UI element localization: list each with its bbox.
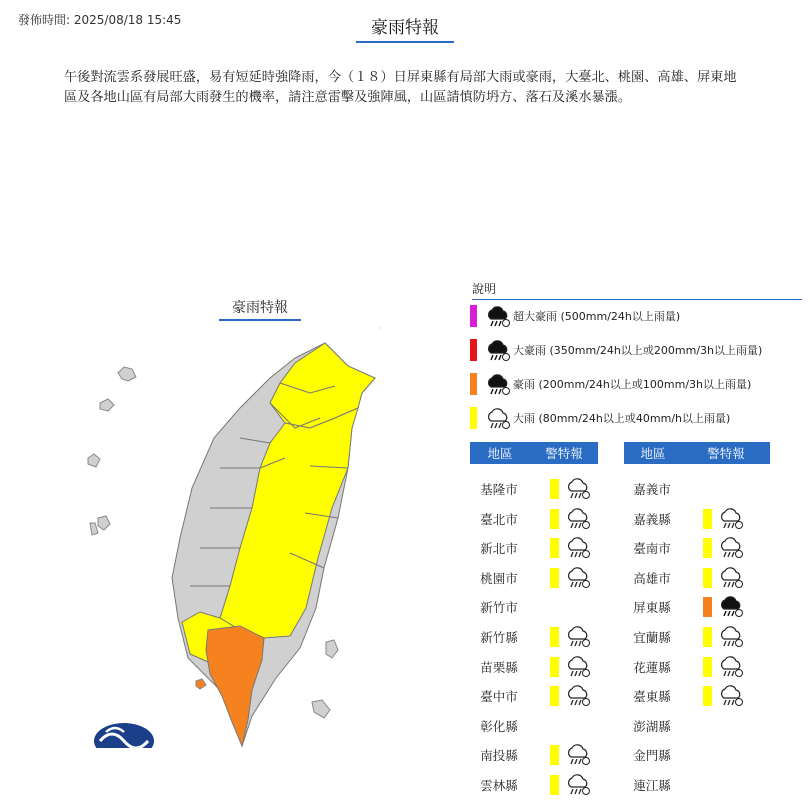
col-region-header: 地區 — [640, 446, 666, 461]
rain-cloud-outline-icon — [565, 507, 591, 531]
region-name: 彰化縣 — [480, 718, 518, 734]
legend-swatch — [470, 373, 477, 395]
col-region-header: 地區 — [487, 446, 513, 461]
table-row — [470, 505, 591, 533]
legend-item — [470, 372, 751, 396]
region-name: 澎湖縣 — [633, 718, 671, 734]
region-name: 高雄市 — [633, 570, 671, 586]
rain-cloud-outline-icon — [718, 625, 744, 649]
table-row — [623, 712, 681, 740]
warning-description: 午後對流雲系發展旺盛，易有短延時強降雨，今（１８）日屏東縣有局部大雨或豪雨，大臺北、桃園、高雄、屏東地區及各地山區有局部大雨發生的機率，請注意雷擊及強陣風，山區請慎防坍方、落石及溪水暴漲。 — [64, 70, 737, 105]
legend-label: 豪雨 (200mm/24h以上或100mm/3h以上雨量) — [513, 378, 752, 391]
warning-level-bar — [703, 657, 712, 677]
rain-cloud-outline-icon — [718, 566, 744, 590]
island-ludao — [312, 700, 330, 718]
rain-cloud-outline-icon — [718, 684, 744, 708]
table-row — [623, 623, 744, 651]
rain-cloud-outline-icon — [565, 625, 591, 649]
table-row — [470, 534, 591, 562]
warning-level-bar — [550, 657, 559, 677]
region-name: 嘉義市 — [633, 482, 671, 497]
legend-label: 大雨 (80mm/24h以上或40mm/h以上雨量) — [513, 412, 731, 425]
warning-level-bar — [703, 509, 712, 529]
region-name: 臺北市 — [480, 511, 518, 527]
warning-level-bar — [550, 627, 559, 647]
warning-level-bar — [550, 775, 559, 795]
region-name: 連江縣 — [633, 778, 671, 793]
region-name: 南投縣 — [480, 748, 518, 764]
heavy-rain-cloud-icon — [485, 305, 507, 327]
rain-cloud-outline-icon — [565, 684, 591, 708]
table-row — [623, 682, 744, 710]
legend-swatch — [470, 305, 477, 327]
table-header-right — [624, 442, 770, 464]
rain-cloud-outline-icon — [565, 743, 591, 767]
legend-label: 超大豪雨 (500mm/24h以上雨量) — [513, 310, 681, 323]
warning-level-bar — [703, 538, 712, 558]
table-row — [470, 593, 528, 621]
warning-level-bar — [550, 686, 559, 706]
legend-swatch — [470, 339, 477, 361]
region-name: 新竹縣 — [480, 630, 518, 645]
warning-level-bar — [703, 686, 712, 706]
warning-level-bar — [703, 597, 712, 617]
table-row — [623, 475, 681, 503]
table-row — [623, 741, 681, 769]
table-row — [470, 682, 591, 710]
table-row — [470, 475, 591, 503]
table-row — [623, 653, 744, 681]
legend-title: 說明 — [472, 280, 802, 300]
table-row — [623, 534, 744, 562]
legend-item — [470, 304, 680, 328]
warning-level-bar — [550, 509, 559, 529]
page-title: 豪雨特報 — [356, 13, 454, 43]
legend-swatch — [470, 407, 477, 429]
table-row — [623, 564, 744, 592]
region-name: 臺東縣 — [633, 689, 671, 705]
taiwan-warning-map — [80, 318, 380, 748]
rain-cloud-outline-icon — [718, 536, 744, 560]
warning-level-bar — [703, 568, 712, 588]
region-name: 新北市 — [480, 541, 518, 557]
col-warning-header: 警特報 — [707, 446, 745, 461]
rain-cloud-outline-icon — [565, 655, 591, 679]
table-row — [623, 505, 744, 533]
rain-cloud-outline-icon — [718, 655, 744, 679]
region-name: 金門縣 — [633, 748, 671, 764]
region-north-yellow — [270, 343, 375, 428]
table-row — [470, 564, 591, 592]
table-row — [470, 712, 528, 740]
map-title: 豪雨特報 — [219, 297, 301, 321]
heavy-rain-cloud-icon — [485, 373, 507, 395]
region-name: 雲林縣 — [480, 778, 518, 793]
region-name: 屏東縣 — [633, 600, 671, 616]
region-name: 新竹市 — [480, 600, 518, 616]
heavy-rain-cloud-icon — [718, 595, 744, 619]
region-name: 基隆市 — [480, 482, 518, 497]
rain-cloud-outline-icon — [565, 773, 591, 797]
heavy-rain-cloud-icon — [485, 339, 507, 361]
region-name: 花蓮縣 — [633, 659, 671, 675]
table-row — [470, 771, 591, 799]
warning-level-bar — [550, 568, 559, 588]
region-name: 宜蘭縣 — [633, 630, 671, 645]
issued-time: 發佈時間: 2025/08/18 15:45 — [18, 13, 182, 27]
island-penghu — [88, 367, 136, 535]
legend-item — [470, 406, 730, 430]
region-name: 苗栗縣 — [480, 659, 518, 675]
island-liuqiu — [196, 679, 206, 689]
region-name: 臺中市 — [480, 689, 518, 705]
region-name: 嘉義縣 — [633, 511, 671, 527]
legend-label: 大豪雨 (350mm/24h以上或200mm/3h以上雨量) — [513, 344, 763, 357]
legend-item — [470, 338, 762, 362]
table-row — [470, 653, 591, 681]
rain-cloud-outline-icon — [565, 536, 591, 560]
col-warning-header: 警特報 — [545, 446, 583, 461]
rain-cloud-outline-icon — [565, 477, 591, 501]
table-row — [623, 771, 681, 799]
cwa-logo — [94, 723, 154, 748]
rain-cloud-outline-icon — [565, 566, 591, 590]
island-lanyu — [326, 640, 338, 658]
region-name: 桃園市 — [480, 570, 518, 586]
warning-level-bar — [550, 745, 559, 765]
rain-cloud-outline-icon — [485, 407, 507, 429]
table-row — [470, 741, 591, 769]
table-row — [470, 623, 591, 651]
rain-cloud-outline-icon — [718, 507, 744, 531]
region-name: 臺南市 — [633, 541, 671, 557]
table-row — [623, 593, 744, 621]
table-header-left — [470, 442, 598, 464]
warning-level-bar — [550, 479, 559, 499]
warning-level-bar — [703, 627, 712, 647]
warning-level-bar — [550, 538, 559, 558]
